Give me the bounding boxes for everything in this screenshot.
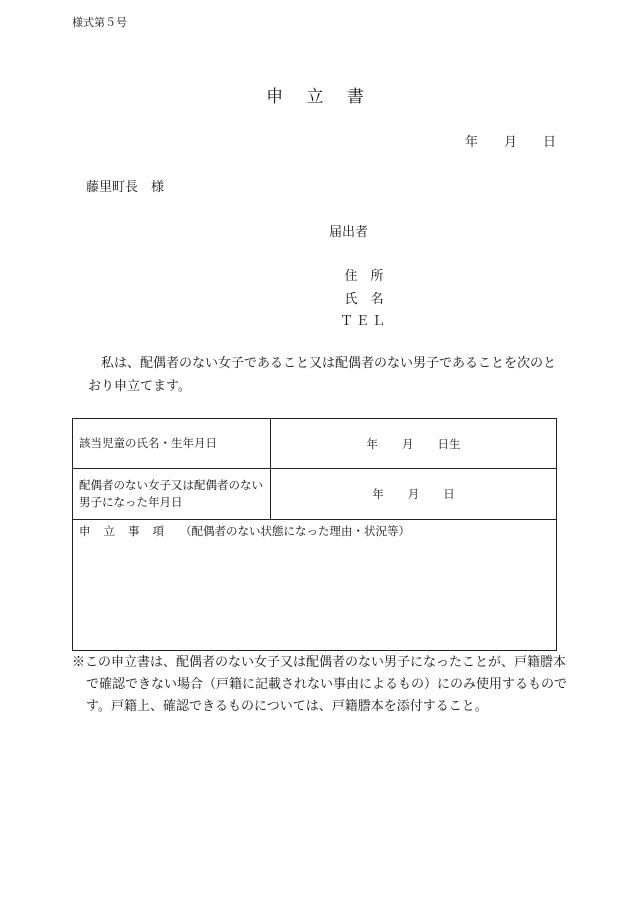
address-label: 住 所 <box>344 269 384 284</box>
title-char: 書 <box>346 87 364 107</box>
date-month: 月 <box>503 135 517 150</box>
statement-matter-area[interactable] <box>73 520 556 650</box>
title-char: 申 <box>266 87 284 107</box>
row1-day: 日生 <box>437 436 461 451</box>
child-birthdate-field[interactable] <box>271 419 556 468</box>
name-label: 氏 名 <box>344 292 384 307</box>
row2-day: 日 <box>443 487 455 501</box>
addressee: 藤里町長 様 <box>86 180 165 195</box>
matter-char: 申 <box>79 524 91 538</box>
date-year: 年 <box>464 135 478 150</box>
statement-table <box>72 418 557 651</box>
table-row-child <box>73 419 556 469</box>
title-char: 立 <box>306 87 324 107</box>
statement-matter-heading <box>73 520 556 542</box>
declaration-text: 私は、配偶者のない女子であること又は配偶者のない男子であることを次のとおり申立てます。 <box>88 356 557 394</box>
matter-char: 事 <box>128 524 140 538</box>
document-title <box>0 82 630 107</box>
row1-month: 月 <box>402 436 414 451</box>
matter-note: （配偶者のない状態になった理由・状況等） <box>180 524 410 538</box>
form-number: 様式第５号 <box>72 16 127 29</box>
row1-year: 年 <box>366 436 378 451</box>
footnote: ※この申立書は、配偶者のない女子又は配偶者のない男子になったことが、戸籍謄本で確認できない場合（戸籍に記載されない事由によるもの）にのみ使用するものです。戸籍上、確認できるものについては、戸籍謄本を添付すること。 <box>72 655 568 714</box>
status-date-label: 配偶者のない女子又は配偶者のない男子になった年月日 <box>73 469 271 519</box>
row2-year: 年 <box>372 487 384 501</box>
tel-label: ＴＥＬ <box>339 314 388 329</box>
matter-char: 項 <box>152 524 164 538</box>
notifier-label: 届出者 <box>329 225 369 240</box>
date-line <box>465 131 556 150</box>
row2-month: 月 <box>407 487 420 501</box>
date-day: 日 <box>542 135 556 150</box>
status-date-field[interactable] <box>271 469 556 519</box>
matter-char: 立 <box>103 524 115 538</box>
table-row-status-date <box>73 469 556 520</box>
child-info-label: 該当児童の氏名・生年月日 <box>73 419 271 468</box>
